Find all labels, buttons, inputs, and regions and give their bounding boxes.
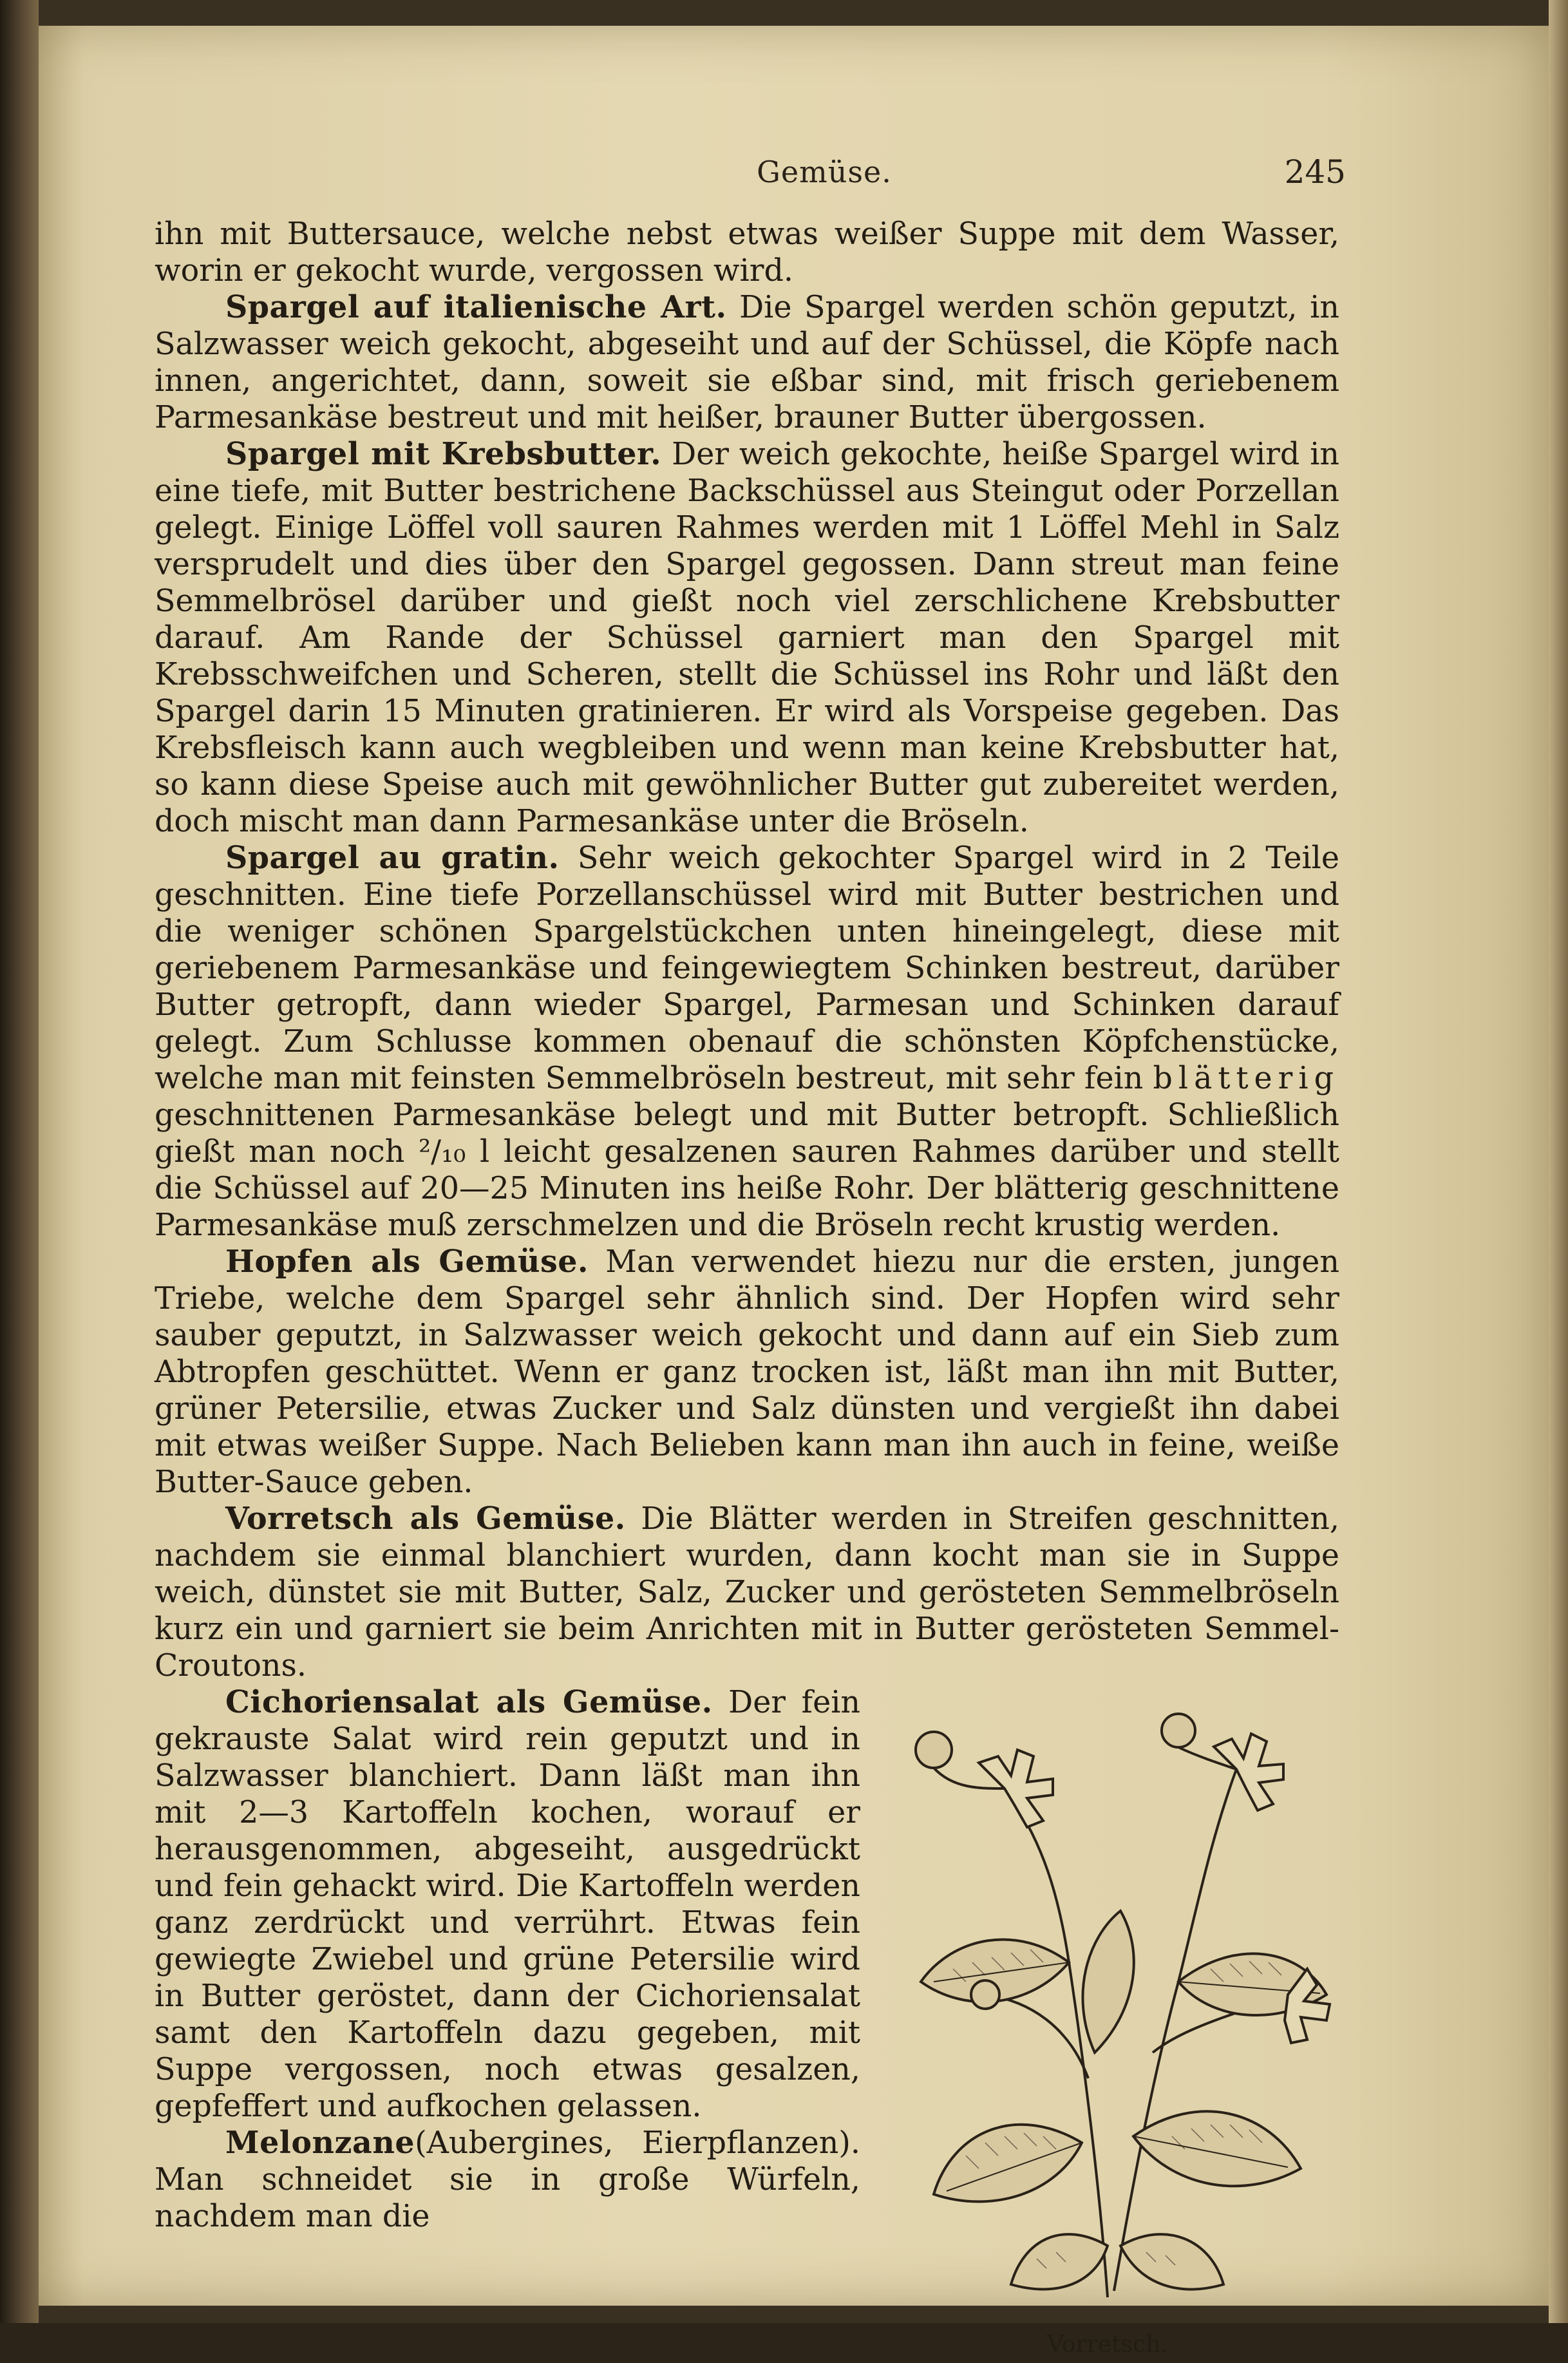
running-head: Gemüse. xyxy=(757,155,892,189)
borage-illustration xyxy=(876,1692,1339,2362)
page-edge xyxy=(1549,0,1568,2323)
body-text xyxy=(155,216,1339,2362)
recipe-heading: Hopfen als Gemüse. xyxy=(225,1244,589,1280)
leaf xyxy=(1082,1911,1133,2053)
recipe-heading: Spargel mit Krebsbutter. xyxy=(225,436,662,472)
recipe-body: Man verwendet hiezu nur die ersten, jungen Triebe, welche dem Spargel sehr ähnlich sind. Der Hopfen wird sehr sauber geputzt, in Salzwasser weich gekocht und dann auf ein Sieb zum Abtropfen geschüttet. Wenn er ganz trocken ist, läßt man ihn mit Butter, grüner Petersilie, etwas Zucker und Salz dünsten und vergießt ihn dabei mit etwas weißer Suppe. Nach Belieben kann man ihn auch in feine, weiße Butter-Sauce geben. xyxy=(155,1244,1339,1500)
flower xyxy=(1214,1734,1283,1810)
flower-bud xyxy=(1162,1714,1195,1747)
borage-plant-drawing xyxy=(876,1692,1339,2317)
plant-stem xyxy=(1114,1769,1236,2291)
recipe-spargel-krebsbutter xyxy=(155,436,1339,840)
book-spine xyxy=(0,0,39,2323)
recipe-spargel-italienisch xyxy=(155,289,1339,436)
recipe-body: geschnittenen Parmesankäse belegt und mit Butter betropft. Schließlich gießt man noch ²/₁₀ l leicht gesalzenen sauren Rahmes darüber und stellt die Schüssel auf 20—25 Minuten ins heiße Rohr. Der blätterig geschnittene Parmesankäse muß zerschmelzen und die Bröseln recht krustig werden. xyxy=(155,1097,1339,1243)
plant-stem xyxy=(985,1995,1088,2078)
recipe-vorretsch xyxy=(155,1501,1339,1684)
flower-bud xyxy=(916,1732,952,1768)
recipe-hopfen xyxy=(155,1244,1339,1501)
recipe-body: Der weich gekochte, heiße Spargel wird in eine tiefe, mit Butter bestrichene Backschüssel aus Steingut oder Porzellan gelegt. Einige Löffel voll sauren Rahmes werden mit 1 Löffel Mehl in Salz versprudelt und dies über den Spargel gegossen. Dann streut man feine Semmelbrösel darüber und gießt noch viel zerschlichene Krebsbutter darauf. Am Rande der Schüssel garniert man den Spargel mit Krebsschweifchen und Scheren, stellt die Schüssel ins Rohr und läßt den Spargel darin 15 Minuten gratinieren. Er wird als Vorspeise gegeben. Das Krebsfleisch kann auch wegbleiben und wenn man keine Krebsbutter hat, so kann diese Speise auch mit gewöhnlicher Butter gut zubereitet werden, doch mischt man dann Parmesankäse unter die Bröseln. xyxy=(155,437,1339,839)
recipe-body: Die Blätter werden in Streifen geschnitten, nachdem sie einmal blanchiert wurden, dann kocht man sie in Suppe weich, dünstet sie mit Butter, Salz, Zucker und gerösteten Semmelbröseln kurz ein und garniert sie beim Anrichten mit in Butter gerösteten Semmel-Croutons. xyxy=(155,1501,1339,1684)
recipe-heading: Cichoriensalat als Gemüse. xyxy=(225,1684,713,1720)
recipe-heading: Spargel auf italienische Art. xyxy=(225,289,727,325)
leaf xyxy=(934,2125,1082,2202)
figure-caption: Vorretsch. xyxy=(1047,2331,1168,2358)
recipe-body: Der fein gekrauste Salat wird rein geputzt und in Salzwasser blanchiert. Dann läßt man ihn mit 2—3 Kartoffeln kochen, worauf er herausgenommen, abgeseiht, ausgedrückt und fein gehackt wird. Die Kartoffeln werden ganz zerdrückt und verrührt. Etwas fein gewiegte Zwiebel und grüne Petersilie wird in Butter geröstet, dann der Cichoriensalat samt den Kartoffeln dazu gegeben, mit Suppe vergossen, noch etwas gesalzen, gepfeffert und aufkochen gelassen. xyxy=(155,1685,860,2124)
leaf xyxy=(1133,2111,1301,2186)
recipe-heading: Melonzane xyxy=(225,2125,415,2161)
recipe-body: Sehr weich gekochter Spargel wird in 2 Teile geschnitten. Eine tiefe Porzellanschüssel wird mit Butter bestrichen und die weniger schönen Spargelstückchen unten hineingelegt, diese mit geriebenem Parmesankäse und feingewiegtem Schinken bestreut, darüber Butter getropft, dann wieder Spargel, Parmesan und Schinken darauf gelegt. Zum Schlusse kommen obenauf die schönsten Köpfchenstücke, welche man mit feinsten Semmelbröseln bestreut, mit sehr fein xyxy=(155,840,1339,1096)
recipe-heading: Vorretsch als Gemüse. xyxy=(225,1501,626,1537)
flower-bud xyxy=(971,1980,999,2009)
bud-stem xyxy=(934,1747,1236,1789)
continuation-paragraph: ihn mit Buttersauce, welche nebst etwas weißer Suppe mit dem Wasser, worin er gekocht wurde, vergossen wird. xyxy=(155,216,1339,289)
recipe-body: (Aubergines, Eierpflanzen). Man schneidet sie in große Würfeln, nachdem man die xyxy=(155,2125,860,2234)
recipe-heading: Spargel au gratin. xyxy=(225,840,560,876)
recipe-spargel-au-gratin xyxy=(155,840,1339,1244)
spaced-word: blätterig xyxy=(1153,1061,1339,1096)
page-number: 245 xyxy=(1284,153,1346,191)
leaf xyxy=(1011,2234,1108,2289)
recipe-body: Die Spargel werden schön geputzt, in Salzwasser weich gekocht, abgeseiht und auf der Schüssel, die Köpfe nach innen, angerichtet, dann, soweit sie eßbar sind, mit frisch geriebenem Parmesankäse bestreut und mit heißer, brauner Butter übergossen. xyxy=(155,290,1339,435)
